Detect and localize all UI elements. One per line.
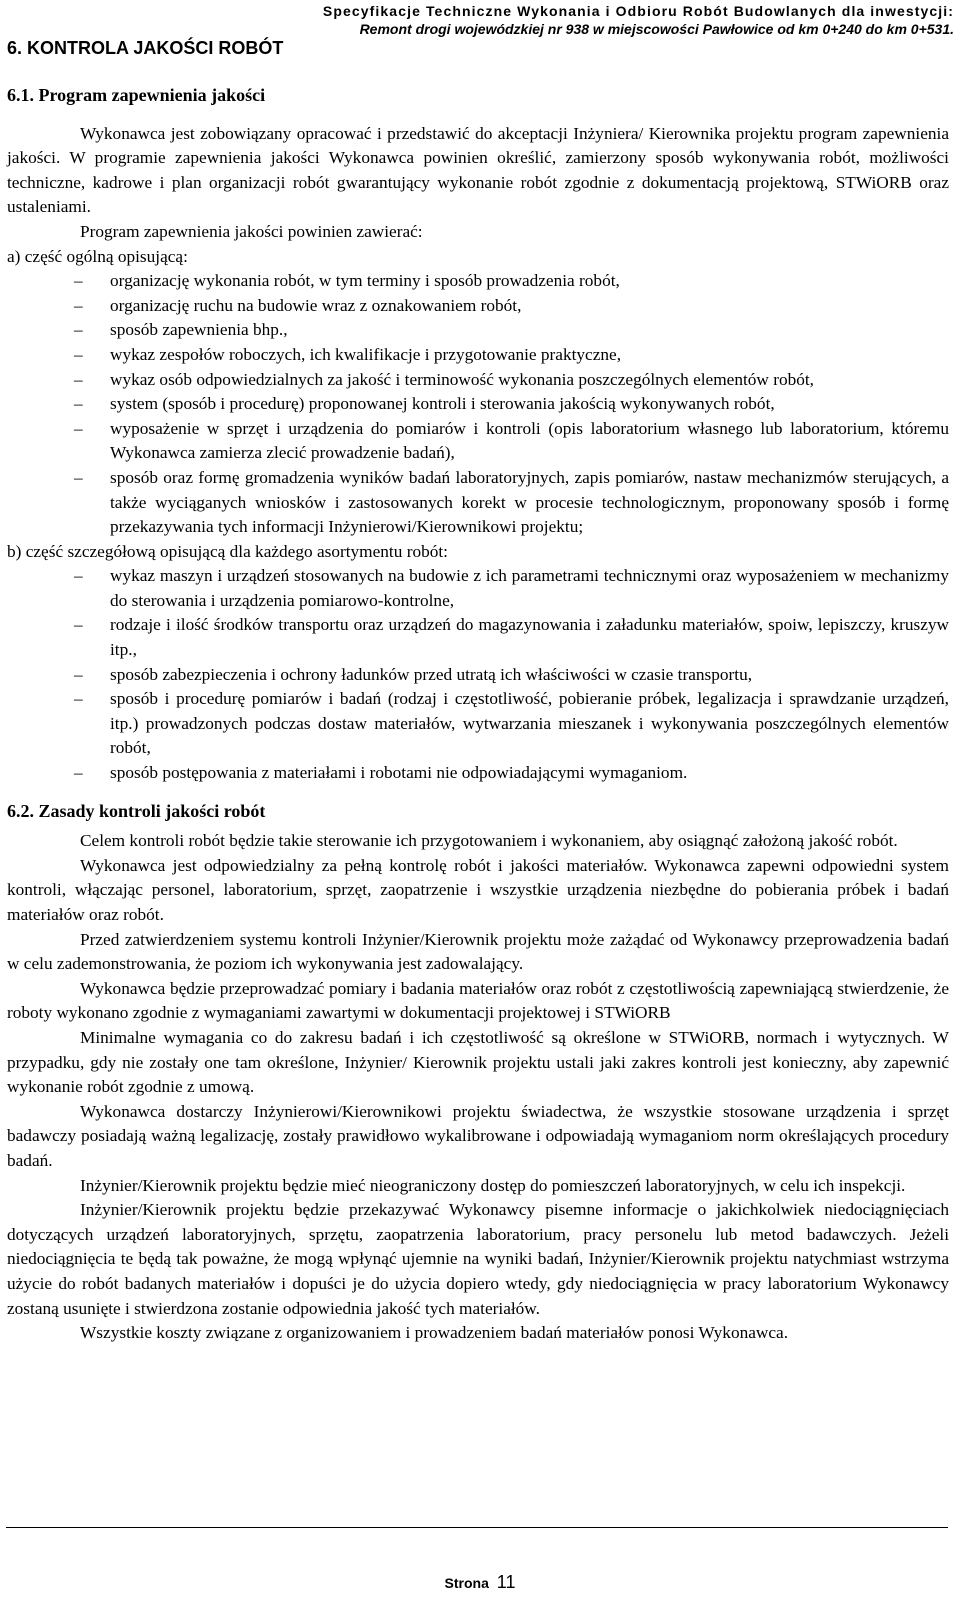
chapter-title: 6. KONTROLA JAKOŚCI ROBÓT [7, 38, 284, 58]
dash-bullet: – [74, 344, 83, 364]
part-b-list [7, 564, 949, 785]
list-item [7, 343, 949, 368]
dash-bullet: – [74, 369, 83, 389]
list-item-text: organizację wykonania robót, w tym terminy i sposób prowadzenia robót, [110, 271, 620, 291]
part-a-list [7, 269, 949, 540]
list-item-text: system (sposób i procedurę) proponowanej kontroli i sterowania jakością wykonywanych robót, [110, 394, 775, 414]
dash-bullet: – [74, 271, 83, 291]
list-item-text: sposób zabezpieczenia i ochrony ładunków przed utratą ich właściwości w czasie transportu, [110, 664, 753, 684]
footer-divider [6, 1527, 948, 1528]
list-item [7, 761, 949, 786]
paragraph: Przed zatwierdzeniem systemu kontroli Inżynier/Kierownik projektu może zażądać od Wykonawcy przeprowadzenia badań w celu zademonstrowania, że poziom ich wykonywania jest zadowalający. [7, 929, 949, 974]
dash-bullet: – [74, 763, 83, 783]
list-item-text: wykaz maszyn i urządzeń stosowanych na budowie z ich parametrami technicznymi oraz wyposażeniem w mechanizmy do sterowania i urządzenia pomiarowo-kontrolne, [110, 566, 949, 610]
dash-bullet: – [74, 418, 83, 438]
list-item-text: wyposażenie w sprzęt i urządzenia do pomiarów i kontroli (opis laboratorium własnego lub laboratorium, któremu Wykonawca zamierza zlecić prowadzenie badań), [110, 418, 949, 463]
header-title: Specyfikacje Techniczne Wykonania i Odbioru Robót Budowlanych dla inwestycji: [322, 3, 954, 19]
paragraph: Wykonawca będzie przeprowadzać pomiary i badania materiałów oraz robót z częstotliwością zapewniającą stwierdzenie, że roboty wykonano zgodnie z wymaganiami zawartymi w dokumentacji projektowej i STWiORB [7, 978, 949, 1023]
list-item-text: wykaz osób odpowiedzialnych za jakość i terminowość wykonania poszczególnych elementów robót, [110, 369, 814, 389]
header-subtitle: Remont drogi wojewódzkiej nr 938 w miejscowości Pawłowice od km 0+240 do km 0+531. [359, 21, 954, 37]
dash-bullet: – [74, 689, 83, 709]
dash-bullet: – [74, 615, 83, 635]
list-item-text: wykaz zespołów roboczych, ich kwalifikacje i przygotowanie praktyczne, [110, 344, 622, 364]
list-item-text: organizację ruchu na budowie wraz z oznakowaniem robót, [110, 295, 522, 315]
list-item [7, 613, 949, 662]
list-item [7, 663, 949, 688]
list-item [7, 368, 949, 393]
paragraph: Wykonawca dostarczy Inżynierowi/Kierownikowi projektu świadectwa, że wszystkie stosowane urządzenia i sprzęt badawczy posiadają ważną legalizację, zostały prawidłowo wykalibrowane i odpowiadają wymaganiom norm określających procedury badań. [7, 1101, 949, 1170]
page-label: Strona [444, 1575, 489, 1591]
list-item-text: sposób i procedurę pomiarów i badań (rodzaj i częstotliwość, pobieranie próbek, legalizacja i sprawdzanie urządzeń, itp.) prowadzonych podczas dostaw materiałów, wytwarzania mieszanek i wykonywania poszczególnych elementów robót, [110, 689, 949, 758]
list-item [7, 564, 949, 613]
paragraph: Wykonawca jest odpowiedzialny za pełną kontrolę robót i jakości materiałów. Wykonawca zapewni odpowiedni system kontroli, włączając personel, laboratorium, sprzęt, zaopatrzenie i wszystkie urządzenia niezbędne do pobierania próbek i badań materiałów oraz robót. [7, 855, 949, 924]
dash-bullet: – [74, 320, 83, 340]
paragraph: Inżynier/Kierownik projektu będzie przekazywać Wykonawcy pisemne informacje o jakichkolwiek niedociągnięciach dotyczących urządzeń laboratoryjnych, sprzętu, zaopatrzenia laboratorium, pracy personelu lub metod badawczych. Jeżeli niedociągnięcia te będą tak poważne, że mogą wpłynąć ujemnie na wyniki badań, Inżynier/Kierownik projektu natychmiast wstrzyma użycie do robót badanych materiałów i dopuści je do użycia dopiero wtedy, gdy niedociągnięcia w pracy laboratorium Wykonawcy zostaną usunięte i stwierdzona zostanie odpowiednia jakość tych materiałów. [7, 1200, 949, 1318]
section-6-1-title: 6.1. Program zapewnienia jakości [7, 85, 266, 105]
dash-bullet: – [74, 394, 83, 414]
list-item-text: sposób oraz formę gromadzenia wyników badań laboratoryjnych, zapis pomiarów, nastaw mechanizmów sterujących, a także wyciąganych wniosków i zastosowanych korekt w procesie technologicznym, proponowany sposób i formę przekazywania tych informacji Inżynierowi/Kierownikowi projektu; [110, 467, 949, 537]
section-6-1 [7, 83, 949, 1346]
list-item [7, 687, 949, 761]
paragraph: Wszystkie koszty związane z organizowaniem i prowadzeniem badań materiałów ponosi Wykonawca. [80, 1323, 789, 1343]
part-a-label: a) część ogólną opisującą: [7, 246, 188, 266]
paragraph: Inżynier/Kierownik projektu będzie mieć nieograniczony dostęp do pomieszczeń laboratoryjnych, w celu ich inspekcji. [80, 1175, 906, 1195]
page-footer [0, 1572, 960, 1593]
section-6-1-intro: Wykonawca jest zobowiązany opracować i przedstawić do akceptacji Inżyniera/ Kierownika projektu program zapewnienia jakości. W programie zapewnienia jakości Wykonawca powinien określić, zamierzony sposób wykonywania robót, możliwości techniczne, kadrowe i plan organizacji robót gwarantujący wykonanie robót zgodnie z dokumentacją projektową, STWiORB oraz ustaleniami. [7, 123, 949, 217]
running-header [323, 2, 954, 38]
list-item [7, 318, 949, 343]
dash-bullet: – [74, 295, 83, 315]
page-number: 11 [496, 1572, 516, 1592]
dash-bullet: – [74, 566, 83, 586]
list-item [7, 269, 949, 294]
part-b-label: b) część szczegółową opisującą dla każdego asortymentu robót: [7, 541, 448, 561]
list-item [7, 392, 949, 417]
program-intro: Program zapewnienia jakości powinien zawierać: [80, 221, 423, 241]
list-item-text: sposób zapewnienia bhp., [110, 320, 288, 340]
list-item-text: sposób postępowania z materiałami i robotami nie odpowiadającymi wymaganiom. [110, 763, 688, 783]
section-6-2-title: 6.2. Zasady kontroli jakości robót [7, 800, 266, 821]
list-item [7, 466, 949, 540]
list-item [7, 294, 949, 319]
dash-bullet: – [74, 467, 83, 487]
dash-bullet: – [74, 664, 83, 684]
paragraph: Minimalne wymagania co do zakresu badań i ich częstotliwość są określone w STWiORB, normach i wytycznych. W przypadku, gdy nie zostały one tam określone, Inżynier/ Kierownik projektu ustali jaki zakres kontroli jest konieczny, aby zapewnić wykonanie robót zgodnie z umową. [7, 1027, 949, 1097]
list-item [7, 417, 949, 466]
list-item-text: rodzaje i ilość środków transportu oraz urządzeń do magazynowania i załadunku materiałów, spoiw, lepiszczy, kruszyw itp., [110, 615, 949, 660]
paragraph: Celem kontroli robót będzie takie sterowanie ich przygotowaniem i wykonaniem, aby osiągnąć założoną jakość robót. [80, 831, 898, 851]
